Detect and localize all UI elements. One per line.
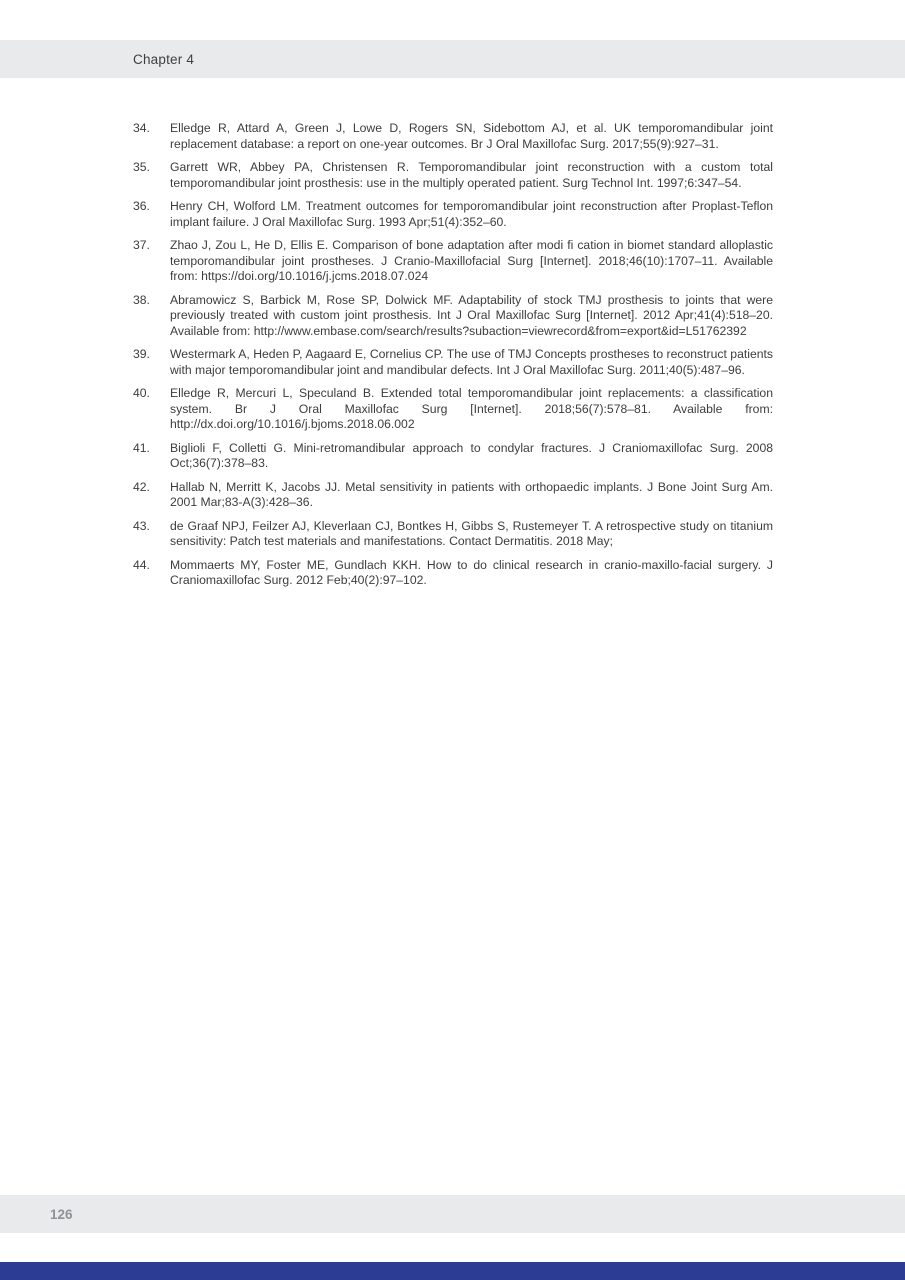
bottom-accent-bar [0,1262,905,1280]
reference-number: 42. [133,479,150,494]
reference-number: 40. [133,386,150,400]
reference-text: Hallab N, Merritt K, Jacobs JJ. Metal sensitivity in patients with orthopaedic implants. J Bone Joint Surg Am. 2001 Mar;83-A(3):428–36. [170,479,773,509]
reference-item [133,199,773,230]
reference-text: de Graaf NPJ, Feilzer AJ, Kleverlaan CJ, Bontkes H, Gibbs S, Rustemeyer T. A retrospective study on titanium sensitivity: Patch test materials and manifestations. Contact Dermatitis. 2018 May; [170,518,773,548]
reference-text: Biglioli F, Colletti G. Mini-retromandibular approach to condylar fractures. J Craniomaxillofac Surg. 2008 Oct;36(7):378–83. [170,440,773,470]
reference-item [133,238,773,285]
reference-item [133,160,773,191]
reference-number: 35. [133,160,150,174]
reference-number: 41. [133,440,150,455]
reference-text: Henry CH, Wolford LM. Treatment outcomes for temporomandibular joint reconstruction after Proplast-Teflon implant failure. J Oral Maxillofac Surg. 1993 Apr;51(4):352–60. [170,199,773,229]
reference-item [133,519,773,550]
reference-item [133,347,773,378]
reference-number: 34. [133,121,150,135]
reference-item [133,480,773,511]
reference-item [133,441,773,472]
reference-text: Westermark A, Heden P, Aagaard E, Cornelius CP. The use of TMJ Concepts prostheses to reconstruct patients with major temporomandibular joint and mandibular defects. Int J Oral Maxillofac Surg. 2011;40(5):487–96. [170,347,773,377]
reference-text: Garrett WR, Abbey PA, Christensen R. Temporomandibular joint reconstruction with a custom total temporomandibular joint prosthesis: use in the multiply operated patient. Surg Technol Int. 1997;6:347–54. [170,160,773,190]
chapter-header-band [0,40,905,78]
reference-text: Elledge R, Mercuri L, Speculand B. Extended total temporomandibular joint replacements: a classification system. Br J Oral Maxillofac Surg [Internet]. 2018;56(7):578–81. Available from: http://dx.doi.org/10.1016/j.bjoms.2018.06.002 [170,386,773,431]
footer-band [0,1195,905,1233]
references-list [133,121,773,597]
reference-text: Mommaerts MY, Foster ME, Gundlach KKH. How to do clinical research in cranio-maxillo-facial surgery. J Craniomaxillofac Surg. 2012 Feb;40(2):97–102. [170,557,773,587]
page-number: 126 [50,1206,73,1222]
reference-number: 37. [133,238,150,252]
chapter-title: Chapter 4 [133,51,195,67]
reference-item [133,386,773,433]
reference-number: 36. [133,199,150,213]
reference-number: 43. [133,518,150,533]
reference-number: 38. [133,292,150,307]
reference-item [133,293,773,340]
reference-item [133,121,773,152]
reference-number: 39. [133,347,150,361]
reference-text: Elledge R, Attard A, Green J, Lowe D, Rogers SN, Sidebottom AJ, et al. UK temporomandibular joint replacement database: a report on one-year outcomes. Br J Oral Maxillofac Surg. 2017;55(9):927–31. [170,121,773,151]
reference-text: Zhao J, Zou L, He D, Ellis E. Comparison of bone adaptation after modi fi cation in biomet standard alloplastic temporomandibular joint prostheses. J Cranio-Maxillofacial Surg [Internet]. 2018;46(10):1707–11. Available from: https://doi.org/10.1016/j.jcms.2018.07.024 [170,238,773,283]
reference-item [133,558,773,589]
reference-number: 44. [133,557,150,572]
reference-text: Abramowicz S, Barbick M, Rose SP, Dolwick MF. Adaptability of stock TMJ prosthesis to joints that were previously treated with custom joint prosthesis. Int J Oral Maxillofac Surg [Internet]. 2012 Apr;41(4):518–20. Available from: http://www.embase.com/search/results?subaction=viewrecord&from=export&id=L51762392 [170,292,773,338]
